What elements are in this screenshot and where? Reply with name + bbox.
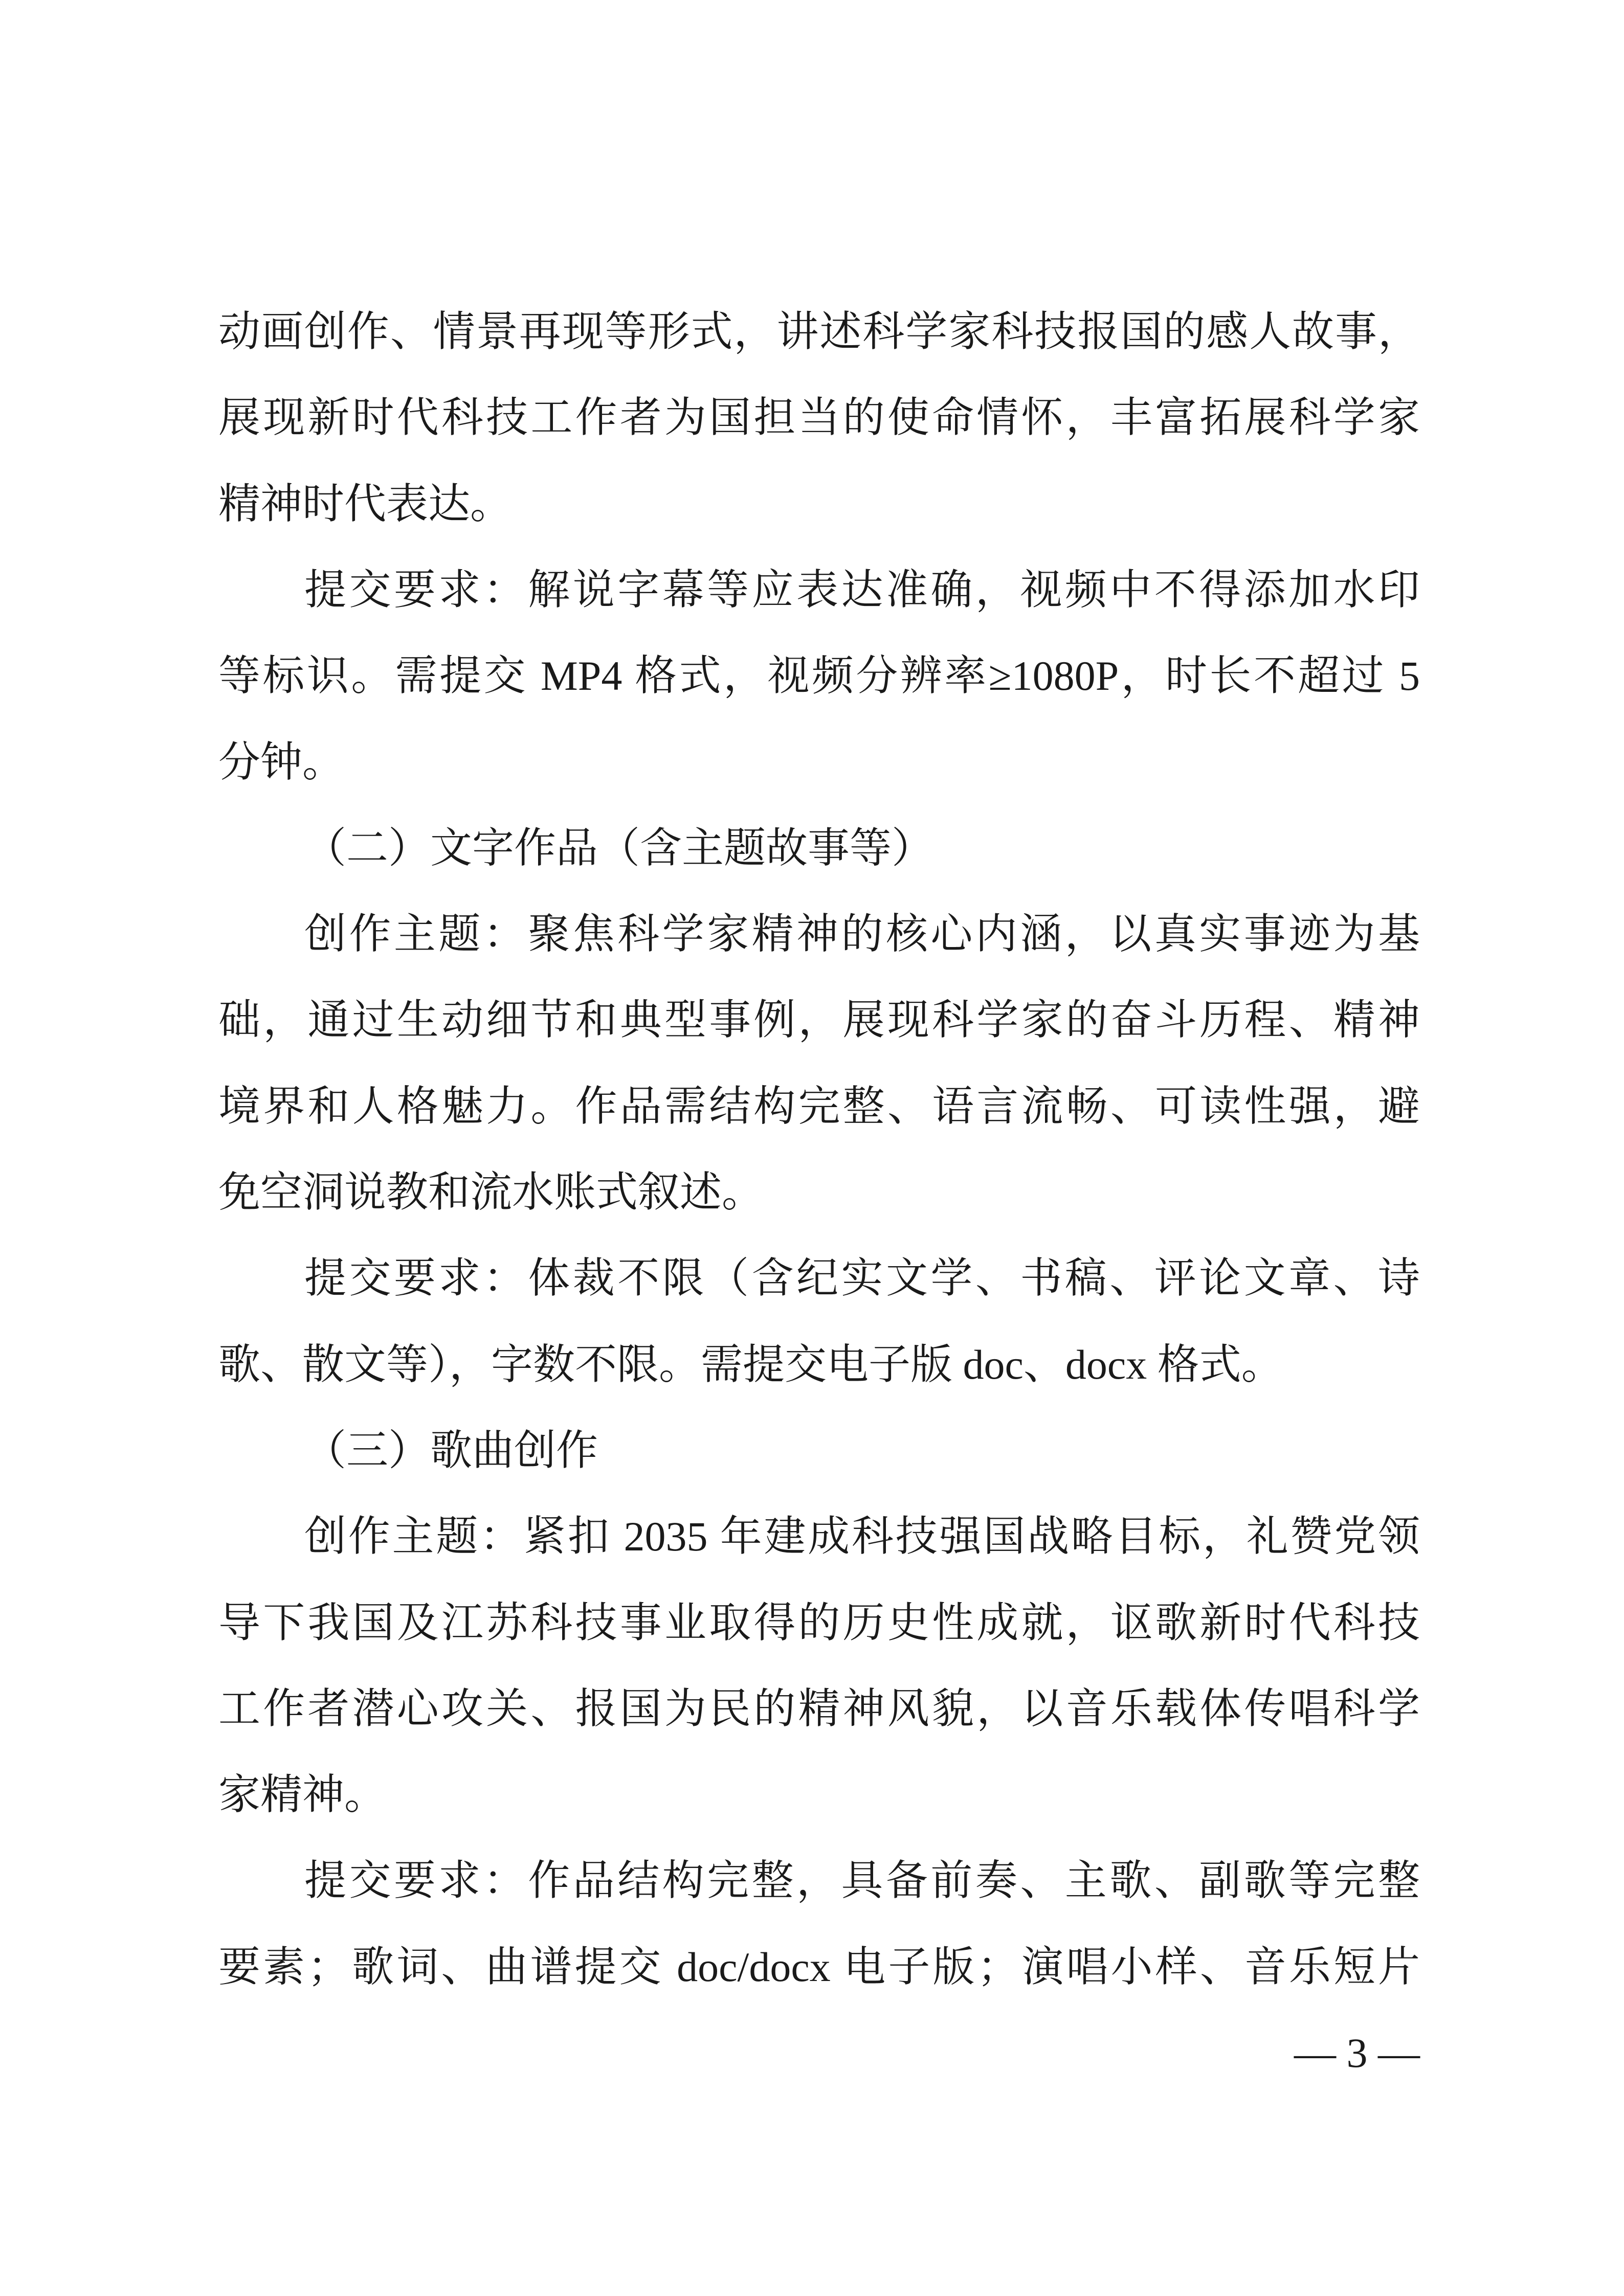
paragraph-line: 动画创作、情景再现等形式，讲述科学家科技报国的感人故事， (218, 308, 1420, 355)
paragraph-line: 精神时代表达。 (218, 481, 513, 527)
paragraph-line: 境界和人格魅力。作品需结构完整、语言流畅、可读性强，避 (218, 1083, 1420, 1130)
paragraph-line: 工作者潜心攻关、报国为民的精神风貌，以音乐载体传唱科学 (218, 1685, 1420, 1732)
paragraph-line: 等标识。需提交 MP4 格式，视频分辨率≥1080P，时长不超过 5 (218, 652, 1420, 699)
paragraph-line: 分钟。 (218, 739, 345, 785)
section-heading-text-works: （二）文字作品（含主题故事等） (304, 825, 934, 871)
paragraph-line: 础，通过生动细节和典型事例，展现科学家的奋斗历程、精神 (218, 997, 1420, 1043)
paragraph-line: 歌、散文等），字数不限。需提交电子版 doc、docx 格式。 (218, 1341, 1283, 1388)
paragraph-line: 创作主题：聚焦科学家精神的核心内涵，以真实事迹为基 (304, 911, 1420, 957)
paragraph-line: 导下我国及江苏科技事业取得的历史性成就，讴歌新时代科技 (218, 1600, 1420, 1646)
page-number: — 3 — (1294, 2030, 1420, 2076)
paragraph-line: 展现新时代科技工作者为国担当的使命情怀，丰富拓展科学家 (218, 394, 1420, 441)
paragraph-line: 家精神。 (218, 1771, 387, 1818)
paragraph-line: 要素；歌词、曲谱提交 doc/docx 电子版；演唱小样、音乐短片 (218, 1944, 1420, 1990)
paragraph-line: 提交要求：解说字幕等应表达准确，视频中不得添加水印 (304, 567, 1420, 613)
paragraph-line: 提交要求：体裁不限（含纪实文学、书稿、评论文章、诗 (304, 1255, 1420, 1301)
section-heading-song-creation: （三）歌曲创作 (304, 1427, 598, 1474)
paragraph-line: 免空洞说教和流水账式叙述。 (218, 1169, 764, 1215)
paragraph-line: 创作主题：紧扣 2035 年建成科技强国战略目标，礼赞党领 (304, 1513, 1420, 1560)
paragraph-line: 提交要求：作品结构完整，具备前奏、主歌、副歌等完整 (304, 1857, 1420, 1904)
